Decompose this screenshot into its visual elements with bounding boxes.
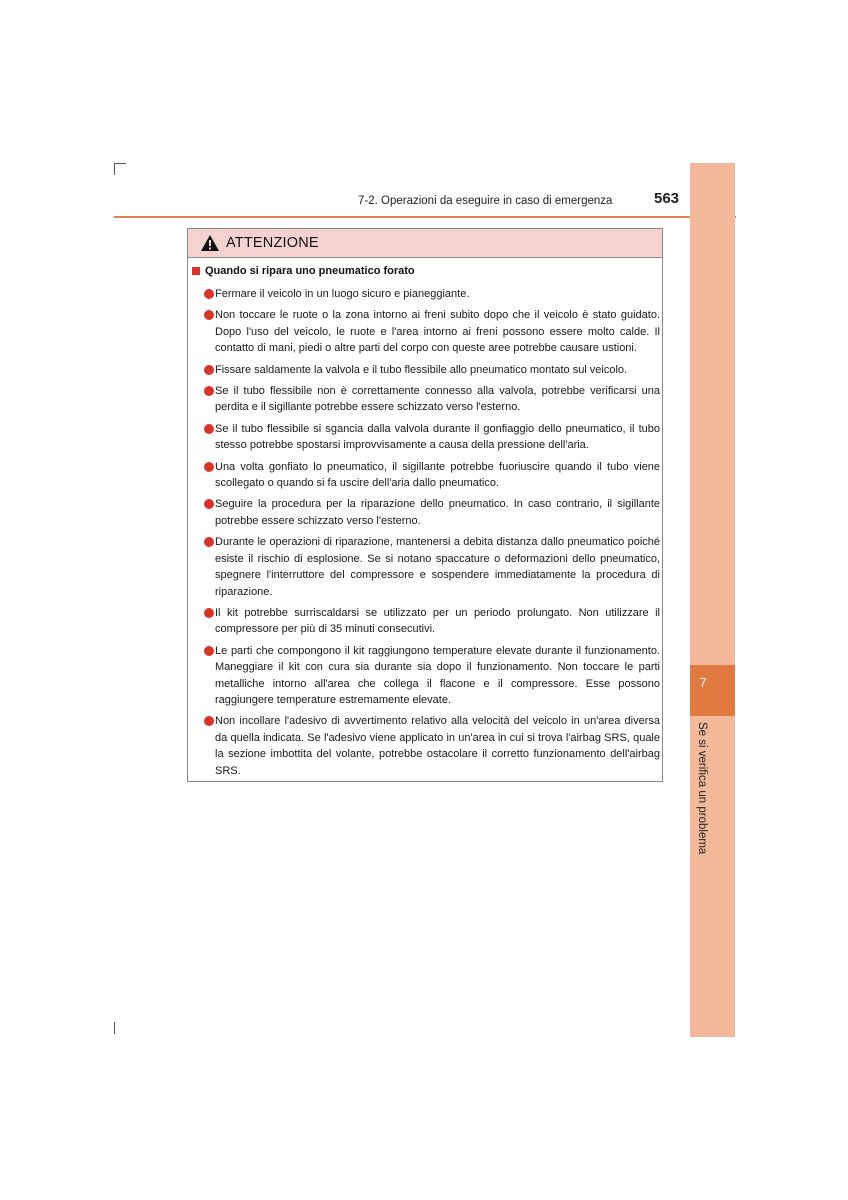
bullet-dot-icon — [204, 646, 214, 656]
warning-item — [204, 496, 660, 529]
bullet-dot-icon — [204, 386, 214, 396]
warning-item — [204, 605, 660, 638]
crop-mark-bottom-vertical — [114, 1022, 115, 1034]
chapter-title: Se si verifica un problema — [696, 722, 708, 855]
warning-item-text: Una volta gonfiato lo pneumatico, il sigillante potrebbe fuoriuscire quando il tubo viene scollegato o quando si fa uscire dell'aria dallo pneumatico. — [215, 460, 660, 490]
warning-triangle-icon — [200, 234, 220, 252]
warning-item — [204, 307, 660, 356]
crop-mark-top-vertical — [114, 163, 115, 175]
bullet-dot-icon — [204, 289, 214, 299]
warning-item — [204, 713, 660, 779]
warning-item-text: Non incollare l'adesivo di avvertimento relativo alla velocità del veicolo in un'area diversa da quella indicata. Se l'adesivo viene applicato in un'area in cui si trova l'airbag SRS, quale la sezione imbottita del volante, potrebbe ostacolare il corretto funzionamento dell'airbag SRS. — [215, 715, 660, 777]
warning-box — [187, 228, 663, 782]
warning-list — [204, 286, 660, 784]
bullet-dot-icon — [204, 537, 214, 547]
chapter-number-box — [690, 665, 735, 716]
warning-item — [204, 459, 660, 492]
warning-item-text: Fermare il veicolo in un luogo sicuro e pianeggiante. — [215, 288, 470, 300]
warning-item — [204, 286, 660, 302]
section-header-title: 7-2. Operazioni da eseguire in caso di emergenza — [358, 195, 613, 207]
header-rule — [114, 216, 736, 218]
warning-header — [188, 229, 662, 258]
square-bullet-icon — [192, 267, 200, 275]
bullet-dot-icon — [204, 462, 214, 472]
warning-item — [204, 643, 660, 709]
warning-item-text: Durante le operazioni di riparazione, mantenersi a debita distanza dallo pneumatico poiché esiste il rischio di esplosione. Se si notano spaccature o deformazioni dello pneumatico, spegnere l'interruttore del compressore e sospendere immediatamente la procedura di riparazione. — [215, 536, 660, 598]
chapter-number: 7 — [699, 675, 707, 690]
page-header — [114, 186, 682, 216]
warning-item-text: Se il tubo flessibile si sgancia dalla valvola durante il gonfiaggio dello pneumatico, il tubo stesso potrebbe spostarsi improvvisamente a causa della pressione dell'aria. — [215, 422, 660, 452]
warning-title: ATTENZIONE — [226, 235, 319, 251]
warning-item-text: Le parti che compongono il kit raggiungono temperature elevate durante il funzionamento. Maneggiare il kit con cura sia durante sia dopo il funzionamento. Non toccare le parti metalliche intorno all'area che collega il flacone e il compressore. Esse possono raggiungere temperature estremamente elevate. — [215, 644, 660, 706]
warning-item — [204, 534, 660, 600]
warning-item-text: Non toccare le ruote o la zona intorno ai freni subito dopo che il veicolo è stato guidato. Dopo l'uso del veicolo, le ruote e l'area intorno ai freni possono essere molto calde. Il contatto di mani, piedi o altre parti del corpo con queste aree potrebbe causare ustioni. — [215, 309, 660, 355]
warning-item — [204, 421, 660, 454]
bullet-dot-icon — [204, 365, 214, 375]
warning-item — [204, 383, 660, 416]
warning-section-title — [192, 265, 415, 277]
warning-item-text: Se il tubo flessibile non è correttamente connesso alla valvola, potrebbe verificarsi una perdita e il sigillante potrebbe essere schizzato verso l'esterno. — [215, 385, 660, 414]
warning-item-text: Fissare saldamente la valvola e il tubo flessibile allo pneumatico montato sul veicolo. — [215, 363, 628, 376]
bullet-dot-icon — [204, 310, 214, 320]
crop-mark-top-horizontal — [114, 163, 126, 164]
warning-item-text: Seguire la procedura per la riparazione dello pneumatico. In caso contrario, il sigillante potrebbe essere schizzato verso l'esterno. — [215, 498, 660, 527]
page-number: 563 — [654, 190, 680, 207]
warning-section-title-text: Quando si ripara uno pneumatico forato — [205, 265, 415, 277]
bullet-dot-icon — [204, 424, 214, 434]
bullet-dot-icon — [204, 716, 214, 726]
chapter-side-tab — [690, 163, 735, 1037]
warning-item-text: Il kit potrebbe surriscaldarsi se utilizzato per un periodo prolungato. Non utilizzare il compressore per più di 35 minuti consecutivi. — [215, 606, 660, 636]
bullet-dot-icon — [204, 608, 214, 618]
bullet-dot-icon — [204, 499, 214, 509]
warning-item — [204, 362, 660, 378]
